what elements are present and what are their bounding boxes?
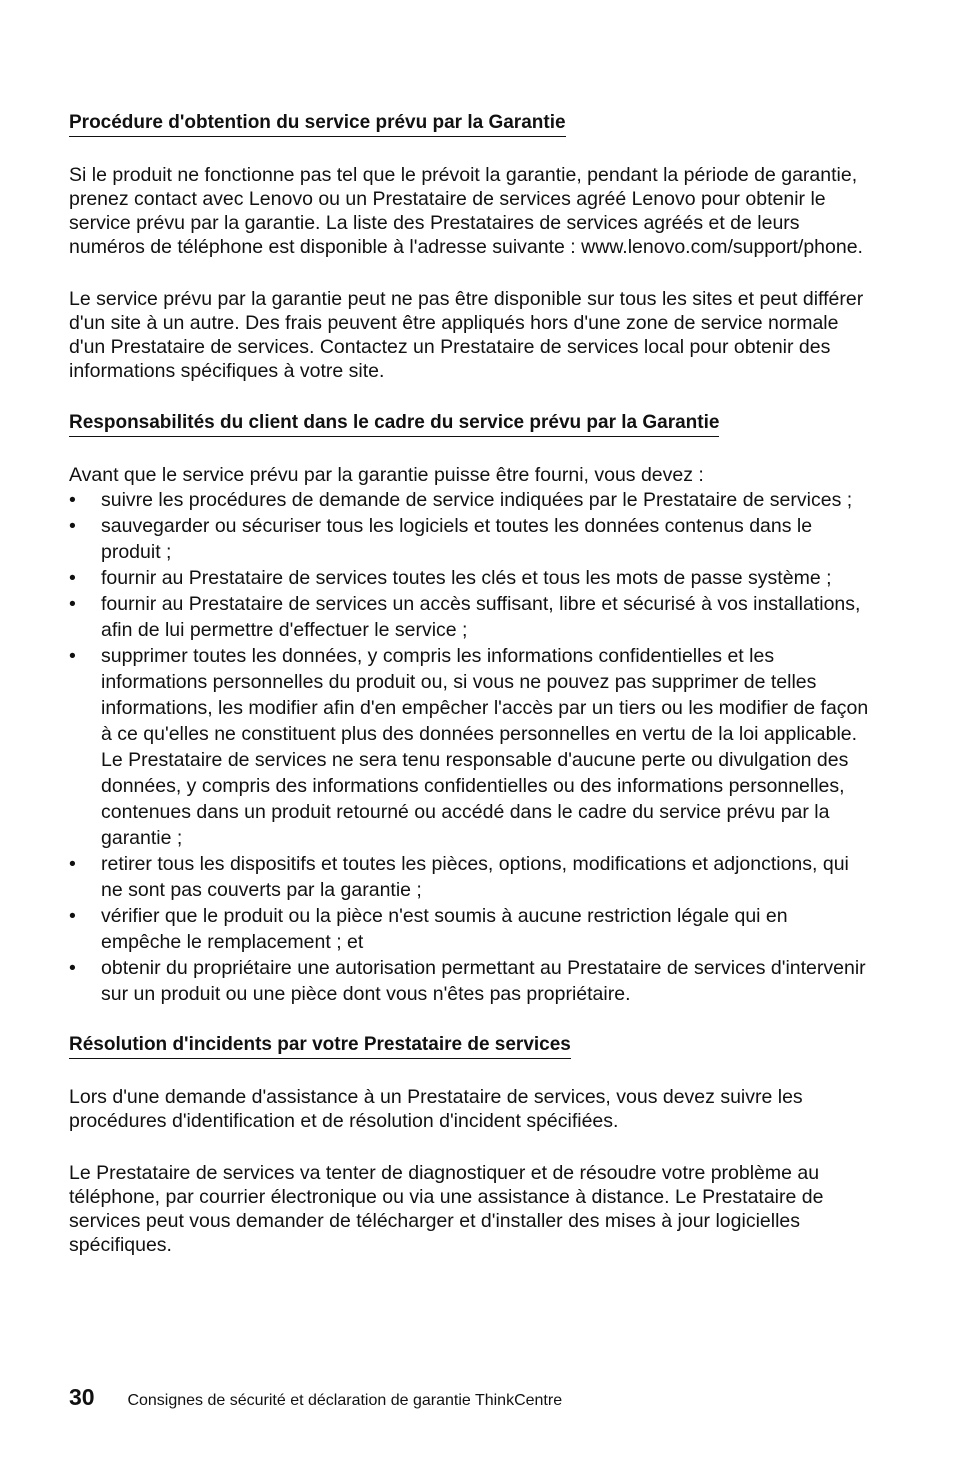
section-heading-customer-responsibilities: Responsabilités du client dans le cadre du service prévu par la Garantie (69, 411, 719, 437)
list-item (69, 643, 869, 851)
section-heading-wrapper (69, 411, 869, 437)
list-item-text: fournir au Prestataire de services toutes les clés et tous les mots de passe système ; (101, 567, 832, 589)
bullet-icon: • (69, 853, 76, 875)
section-heading-wrapper (69, 111, 869, 137)
paragraph-service-availability: Le service prévu par la garantie peut ne pas être disponible sur tous les sites et peut différer d'un site à un autre. Des frais peuvent être appliqués hors d'une zone de service normale d'un Prestataire de services. Contactez un Prestataire de services local pour obtenir des informations spécifiques à votre site. (69, 288, 864, 382)
bullet-icon: • (69, 905, 76, 927)
list-item (69, 487, 869, 513)
section-heading-warranty-service: Procédure d'obtention du service prévu par la Garantie (69, 111, 566, 137)
list-item (69, 955, 869, 1007)
bullet-icon: • (69, 515, 76, 537)
bullet-icon: • (69, 489, 76, 511)
paragraph-responsibilities-intro: Avant que le service prévu par la garantie puisse être fourni, vous devez : (69, 464, 704, 486)
document-page (69, 111, 869, 1285)
list-item-text: obtenir du propriétaire une autorisation permettant au Prestataire de services d'intervenir sur un produit ou une pièce dont vous n'êtes pas propriétaire. (101, 957, 866, 1005)
responsibilities-list (69, 487, 869, 1007)
bullet-icon: • (69, 593, 76, 615)
page-footer (69, 1384, 562, 1411)
list-item-text: supprimer toutes les données, y compris les informations confidentielles et les informations personnelles du produit ou, si vous ne pouvez pas supprimer de telles informations, les modifier afin d'en empêcher l'accès par un tiers ou les modifier de façon à ce qu'elles ne constituent plus des données personnelles en vertu de la loi applicable. Le Prestataire de services ne sera tenu responsable d'aucune perte ou divulgation des données, y compris des informations confidentielles ou des informations personnelles, contenues dans un produit retourné ou accédé dans le cadre du service prévu par la garantie ; (101, 645, 869, 849)
list-item-text: fournir au Prestataire de services un accès suffisant, libre et sécurisé à vos installations, afin de lui permettre d'effectuer le service ; (101, 593, 861, 641)
list-item-text: suivre les procédures de demande de service indiquées par le Prestataire de services ; (101, 489, 853, 511)
list-item (69, 513, 869, 565)
page-number: 30 (69, 1384, 95, 1410)
bullet-icon: • (69, 645, 76, 667)
list-item (69, 565, 869, 591)
list-item-text: vérifier que le produit ou la pièce n'est soumis à aucune restriction légale qui en empêche le remplacement ; et (101, 905, 788, 953)
section-heading-incident-resolution: Résolution d'incidents par votre Prestataire de services (69, 1033, 571, 1059)
list-item (69, 851, 869, 903)
bullet-icon: • (69, 567, 76, 589)
section-heading-wrapper (69, 1033, 869, 1059)
list-item-text: sauvegarder ou sécuriser tous les logiciels et toutes les données contenus dans le produit ; (101, 515, 813, 563)
footer-title: Consignes de sécurité et déclaration de garantie ThinkCentre (127, 1392, 563, 1409)
list-item (69, 903, 869, 955)
paragraph-assistance-request: Lors d'une demande d'assistance à un Prestataire de services, vous devez suivre les procédures d'identification et de résolution d'incident spécifiées. (69, 1086, 803, 1132)
paragraph-remote-diagnosis: Le Prestataire de services va tenter de diagnostiquer et de résoudre votre problème au téléphone, par courrier électronique ou via une assistance à distance. Le Prestataire de services peut vous demander de télécharger et d'installer des mises à jour logicielles spécifiques. (69, 1162, 824, 1256)
list-item (69, 591, 869, 643)
bullet-icon: • (69, 957, 76, 979)
list-item-text: retirer tous les dispositifs et toutes les pièces, options, modifications et adjonctions, qui ne sont pas couverts par la garantie ; (101, 853, 849, 901)
paragraph-warranty-contact: Si le produit ne fonctionne pas tel que le prévoit la garantie, pendant la période de garantie, prenez contact avec Lenovo ou un Prestataire de services agréé Lenovo pour obtenir le service prévu par la garantie. La liste des Prestataires de services agréés et de leurs numéros de téléphone est disponible à l'adresse suivante : www.lenovo.com/support/phone. (69, 164, 863, 258)
